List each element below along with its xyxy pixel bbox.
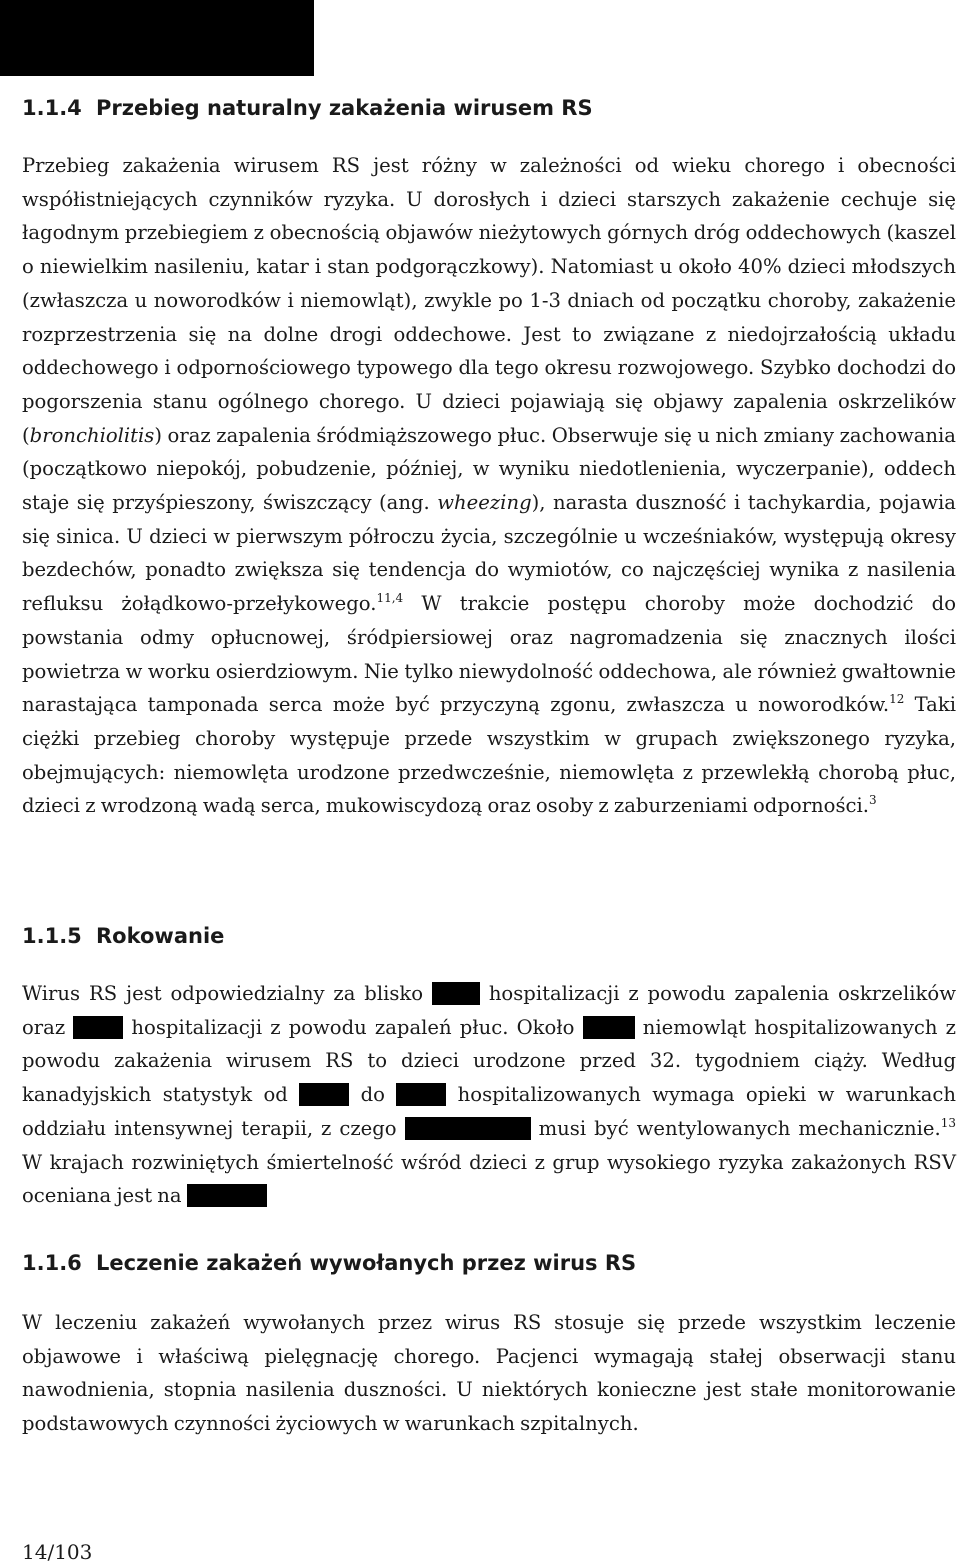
text-run: Przebieg zakażenia wirusem RS jest różny w zależności od wieku chorego i obecności współistniejących czynników ryzyka. U dorosłych i dzieci starszych zakażenie cechuje się łagodnym przebiegiem z obecnością objawów nieżytowych górnych dróg oddechowych (kaszel o niewielkim nasileniu, katar i stan podgorączkowy). Natomiast u około 40% dzieci młodszych (zwłaszcza u noworodków i niemowląt), zwykle po 1-3 dniach od początku choroby, zakażenie rozprzestrzenia się na dolne drogi oddechowe. Jest to związane z niedojrzałością układu oddechowego i odpornościowego typowego dla tego okresu rozwojowego. Szybko dochodzi do pogorszenia stanu ogólnego chorego. U dzieci pojawiają się objawy zapalenia oskrzelików ( [22, 154, 956, 447]
text-run: Wirus RS jest odpowiedzialny za blisko [22, 982, 432, 1005]
section-heading-1-1-4 [22, 94, 593, 122]
paragraph-prognosis [22, 977, 956, 1213]
redaction-box [73, 1016, 123, 1039]
paragraph-natural-course [22, 149, 956, 823]
text-run: musi być wentylowanych mechanicznie. [530, 1116, 941, 1140]
page-number: 14/103 [22, 1540, 93, 1564]
redaction-box [405, 1117, 531, 1140]
text-run: hospitalizowanych wymaga opieki w warunkach oddziału intensywnej terapii, z czego [22, 1083, 956, 1140]
citation-superscript: 12 [889, 692, 905, 707]
italic-term-bronchiolitis: bronchiolitis [29, 423, 155, 447]
redaction-box [396, 1083, 446, 1106]
text-run: do [349, 1083, 397, 1107]
redaction-box [583, 1016, 635, 1039]
section-heading-1-1-6 [22, 1249, 636, 1277]
paragraph-treatment [22, 1306, 956, 1441]
section-title: Przebieg naturalny zakażenia wirusem RS [96, 96, 593, 120]
redaction-box [187, 1184, 267, 1207]
citation-superscript: 11,4 [376, 591, 404, 606]
text-run: Taki ciężki przebieg choroby występuje przede wszystkim w grupach zwiększonego ryzyka, obejmujących: niemowlęta urodzone przedwcześnie, niemowlęta z przewlekłą chorobą płuc, dzieci z wrodzoną wadą serca, mukowiscydozą oraz osoby z zaburzeniami odporności. [22, 693, 956, 818]
text-run: niemowląt hospitalizowanych z powodu zakażenia wirusem RS to dzieci urodzone przed 32. tygodniem ciąży. Według kanadyjskich statystyk od [22, 1015, 956, 1107]
section-title: Rokowanie [96, 924, 225, 948]
citation-superscript: 3 [869, 793, 877, 808]
section-number: 1.1.5 [22, 924, 82, 948]
citation-superscript: 13 [940, 1115, 956, 1130]
italic-term-wheezing: wheezing [437, 491, 532, 515]
section-heading-1-1-5 [22, 922, 224, 950]
text-run: ) oraz zapalenia śródmiąższowego płuc. Obserwuje się u nich zmiany zachowania (początkowo niepokój, pobudzenie, później, w wyniku niedotlenienia, wyczerpanie), oddech staje się przyśpieszony, świszczący (ang. [22, 423, 956, 515]
text-run: hospitalizacji z powodu zapalenia oskrzelików oraz [22, 982, 956, 1039]
redacted-header-block [0, 0, 314, 76]
redaction-box [299, 1083, 349, 1106]
text-run: W leczeniu zakażeń wywołanych przez wirus RS stosuje się przede wszystkim leczenie objawowe i właściwą pielęgnację chorego. Pacjenci wymagają stałej obserwacji stanu nawodnienia, stopnia nasilenia duszności. U niektórych konieczne jest stałe monitorowanie podstawowych czynności życiowych w warunkach szpitalnych. [22, 1311, 956, 1436]
text-run: ), narasta duszność i tachykardia, pojawia się sinica. U dzieci w pierwszym półroczu życia, szczególnie u wcześniaków, występują okresy bezdechów, ponadto zwiększa się tendencja do wymiotów, co najczęściej wynika z nasilenia refluksu żołądkowo-przełykowego. [22, 491, 956, 616]
section-number: 1.1.4 [22, 96, 82, 120]
text-run: W krajach rozwiniętych śmiertelność wśród dzieci z grup wysokiego ryzyka zakażonych RSV oceniana jest na [22, 1150, 956, 1208]
section-title: Leczenie zakażeń wywołanych przez wirus RS [96, 1251, 637, 1275]
redaction-box [432, 982, 480, 1005]
section-number: 1.1.6 [22, 1251, 82, 1275]
text-run: W trakcie postępu choroby może dochodzić do powstania odmy opłucnowej, śródpiersiowej oraz nagromadzenia się znacznych ilości powietrza w worku osierdziowym. Nie tylko niewydolność oddechowa, ale również gwałtownie narastająca tamponada serca może być przyczyną zgonu, zwłaszcza u noworodków. [22, 592, 956, 717]
text-run: hospitalizacji z powodu zapaleń płuc. Około [123, 1015, 583, 1039]
